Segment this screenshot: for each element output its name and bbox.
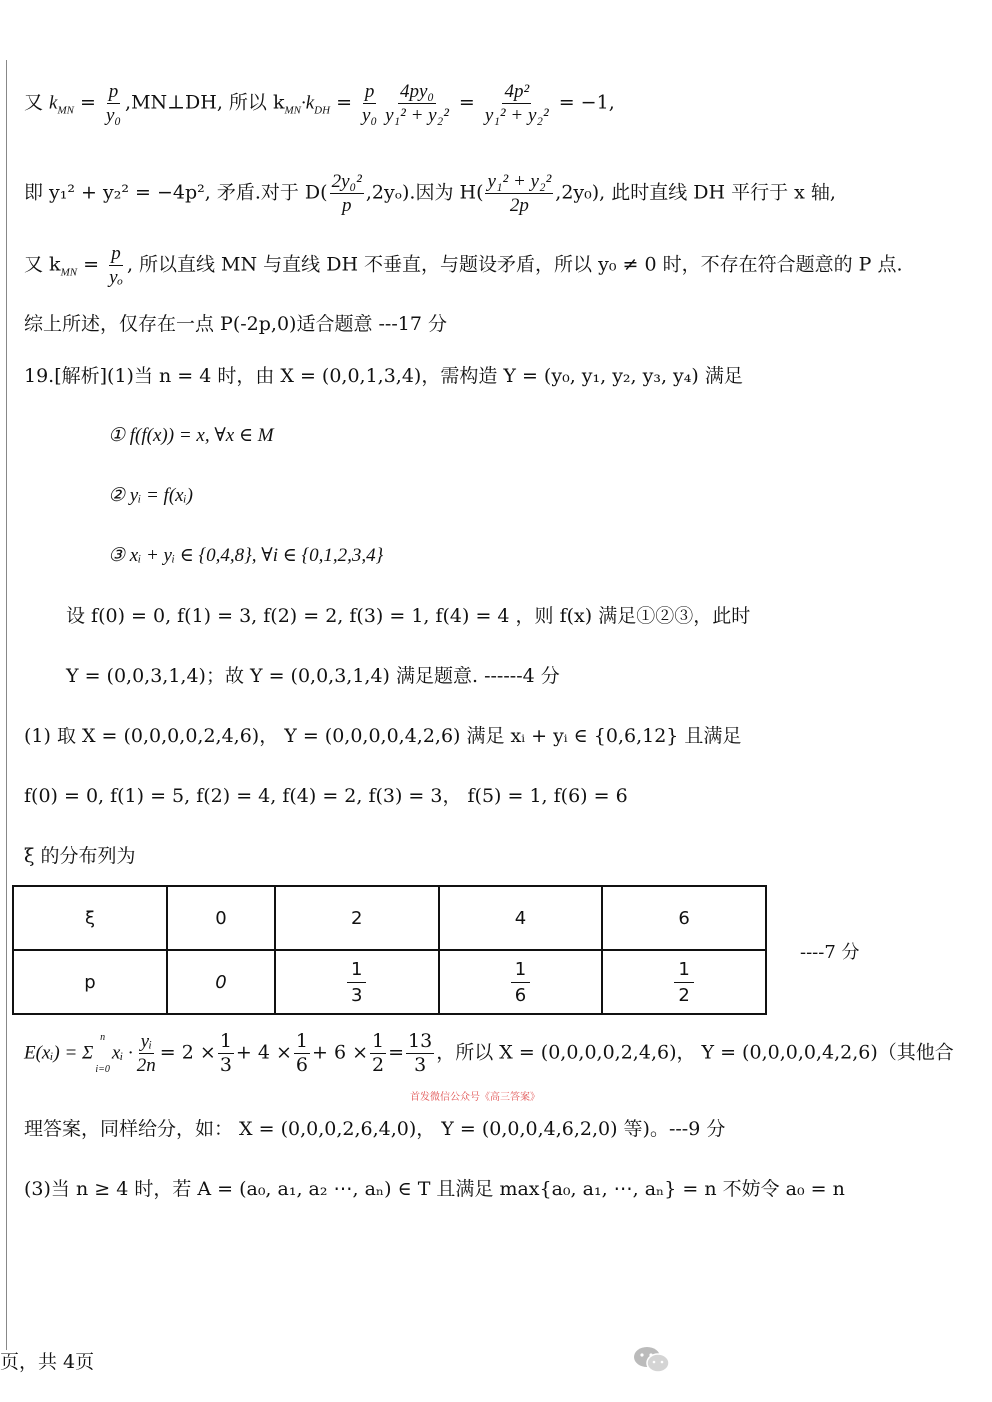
line-contradiction — [24, 172, 836, 215]
condition-2: ② yᵢ = f(xᵢ) — [108, 485, 193, 506]
fraction — [483, 82, 551, 125]
line-f-values: f(0) = 0, f(1) = 5, f(2) = 4, f(4) = 2, f(3) = 3， f(5) = 1, f(6) = 6 — [24, 785, 628, 807]
fraction — [360, 82, 379, 125]
table-cell: 2 — [275, 886, 439, 950]
subscript: MN — [284, 104, 301, 117]
sum-bottom: i=0 — [95, 1063, 110, 1075]
numerator: 1 — [295, 1030, 309, 1052]
math-text: + 4 × — [235, 1041, 292, 1064]
line-part1-choice: (1) 取 X = (0,0,0,0,2,4,6)， Y = (0,0,0,0,4,2,6) 满足 xᵢ + yᵢ ∈ {0,6,12} 且满足 — [24, 725, 742, 747]
fraction — [107, 244, 125, 287]
sum-limits — [95, 1033, 110, 1075]
line-conclusion: 综上所述，仅存在一点 P(-2p,0)适合题意 ---17 分 — [24, 313, 447, 335]
table-row — [13, 950, 766, 1014]
numerator: 1 — [219, 1030, 232, 1052]
fraction — [383, 82, 451, 125]
subscript: MN — [60, 266, 78, 279]
math-k: k — [49, 92, 58, 114]
numerator: p — [111, 243, 121, 264]
fraction — [511, 959, 530, 1006]
text: , 所以直线 MN 与直线 DH 不垂直，与题设矛盾，所以 y₀ ≠ 0 时，不存在符合题意的 P 点. — [126, 253, 903, 276]
fraction — [406, 1032, 434, 1075]
equals: = — [330, 91, 359, 114]
denominator: 2 — [678, 984, 690, 1006]
wechat-icon — [632, 1344, 672, 1376]
table-cell — [275, 950, 439, 1014]
math-text: = 2 × — [159, 1041, 216, 1064]
table-cell — [602, 950, 766, 1014]
numerator: p — [108, 81, 119, 102]
denominator: 2 — [372, 1054, 385, 1076]
equals: = — [452, 91, 481, 114]
condition-1: ① f(f(x)) = x, ∀x ∈ M — [108, 425, 274, 446]
fraction — [104, 82, 123, 125]
fraction — [135, 1032, 158, 1075]
text: 又 — [24, 91, 50, 114]
table-cell: 0 — [167, 950, 275, 1014]
numerator: 13 — [408, 1030, 433, 1052]
equals: = — [77, 253, 106, 276]
line-set-f: 设 f(0) = 0, f(1) = 3, f(2) = 2, f(3) = 1, f(4) = 4 ，则 f(x) 满足①②③，此时 — [66, 605, 751, 627]
fraction — [485, 172, 553, 215]
equals: = — [388, 1041, 405, 1064]
numerator: 4p² — [504, 81, 530, 102]
table-cell: p — [13, 950, 167, 1014]
line-y-result: Y = (0,0,3,1,4)；故 Y = (0,0,3,1,4) 满足题意. ------4 分 — [66, 665, 560, 687]
denominator: yₒ — [109, 267, 123, 288]
score-7: ----7 分 — [800, 942, 860, 963]
line-kmn-perpendicular — [24, 82, 615, 125]
text: ,2y₀), 此时直线 DH 平行于 x 轴, — [555, 181, 836, 204]
math-text: + 6 × — [312, 1041, 369, 1064]
denominator: 6 — [295, 1054, 309, 1076]
numerator: yᵢ — [140, 1031, 153, 1052]
table-cell: 0 — [167, 886, 275, 950]
numerator: 1 — [511, 959, 530, 983]
denominator: y₁² + y₂² — [385, 105, 449, 126]
denominator: 3 — [219, 1054, 232, 1076]
table-cell: 4 — [439, 886, 603, 950]
line-expectation — [24, 1032, 954, 1075]
numerator: p — [364, 81, 375, 102]
left-margin-rule — [6, 60, 7, 1350]
line-dist-caption: ξ 的分布列为 — [24, 845, 136, 867]
denominator: p — [341, 195, 352, 216]
text: 即 y₁² + y₂² = −4p², 矛盾.对于 D( — [24, 181, 328, 204]
text: ,MN⊥DH, 所以 k — [125, 91, 285, 114]
denominator: y₀ — [362, 105, 378, 126]
table-cell — [439, 950, 603, 1014]
line-other-answers: 理答案，同样给分，如： X = (0,0,0,2,6,4,0)， Y = (0,0,0,4,6,2,0) 等)。---9 分 — [24, 1118, 726, 1140]
table-row — [13, 886, 766, 950]
table-cell: ξ — [13, 886, 167, 950]
denominator: 2p — [509, 195, 529, 216]
sum-top: n — [100, 1031, 106, 1043]
math-text: xᵢ · — [111, 1042, 133, 1064]
fraction — [674, 959, 693, 1006]
denominator: 6 — [514, 984, 527, 1006]
numerator: 1 — [674, 959, 693, 983]
numerator: 2y₀² — [331, 171, 362, 192]
denominator: 3 — [414, 1054, 427, 1076]
text: ，所以 X = (0,0,0,0,2,4,6)， Y = (0,0,0,0,4,2,6)（其他合 — [436, 1041, 954, 1064]
line-q19-intro: 19.[解析](1)当 n = 4 时，由 X = (0,0,1,3,4)，需构造 Y = (y₀, y₁, y₂, y₃, y₄) 满足 — [24, 365, 743, 387]
fraction — [218, 1032, 234, 1075]
fraction — [347, 959, 366, 1006]
math-text: E(xᵢ) = Σ — [24, 1042, 94, 1064]
distribution-table — [12, 885, 767, 1015]
denominator: 3 — [350, 984, 363, 1006]
fraction — [370, 1032, 386, 1075]
subscript: DH — [314, 104, 331, 117]
text: 又 k — [24, 253, 61, 276]
denominator: y₁² + y₂² — [484, 105, 549, 126]
numerator: 1 — [372, 1030, 385, 1052]
text: ,2yₒ).因为 H( — [365, 181, 484, 204]
fraction — [330, 172, 364, 215]
condition-3: ③ xᵢ + yᵢ ∈ {0,4,8}, ∀i ∈ {0,1,2,3,4} — [108, 545, 384, 566]
numerator: 4py₀ — [399, 81, 435, 102]
page-footer: 页，共 4页 — [0, 1351, 95, 1373]
line-part3: (3)当 n ≥ 4 时，若 A = (a₀, a₁, a₂ ⋯, aₙ) ∈ T 且满足 max{a₀, a₁, ⋯, aₙ} = n 不妨令 a₀ = n — [24, 1178, 845, 1200]
denominator: 2n — [136, 1055, 156, 1076]
math-text: ·k — [300, 92, 315, 114]
subscript: MN — [57, 104, 74, 117]
fraction — [294, 1032, 310, 1075]
text: = −1, — [552, 91, 615, 114]
numerator: y₁² + y₂² — [487, 171, 552, 192]
denominator: y₀ — [105, 105, 122, 126]
numerator: 1 — [347, 959, 366, 983]
watermark: 首发微信公众号《高三答案》 — [410, 1092, 540, 1103]
table-cell: 6 — [602, 886, 766, 950]
equals: = — [73, 91, 102, 114]
line-not-perpendicular — [24, 244, 902, 287]
